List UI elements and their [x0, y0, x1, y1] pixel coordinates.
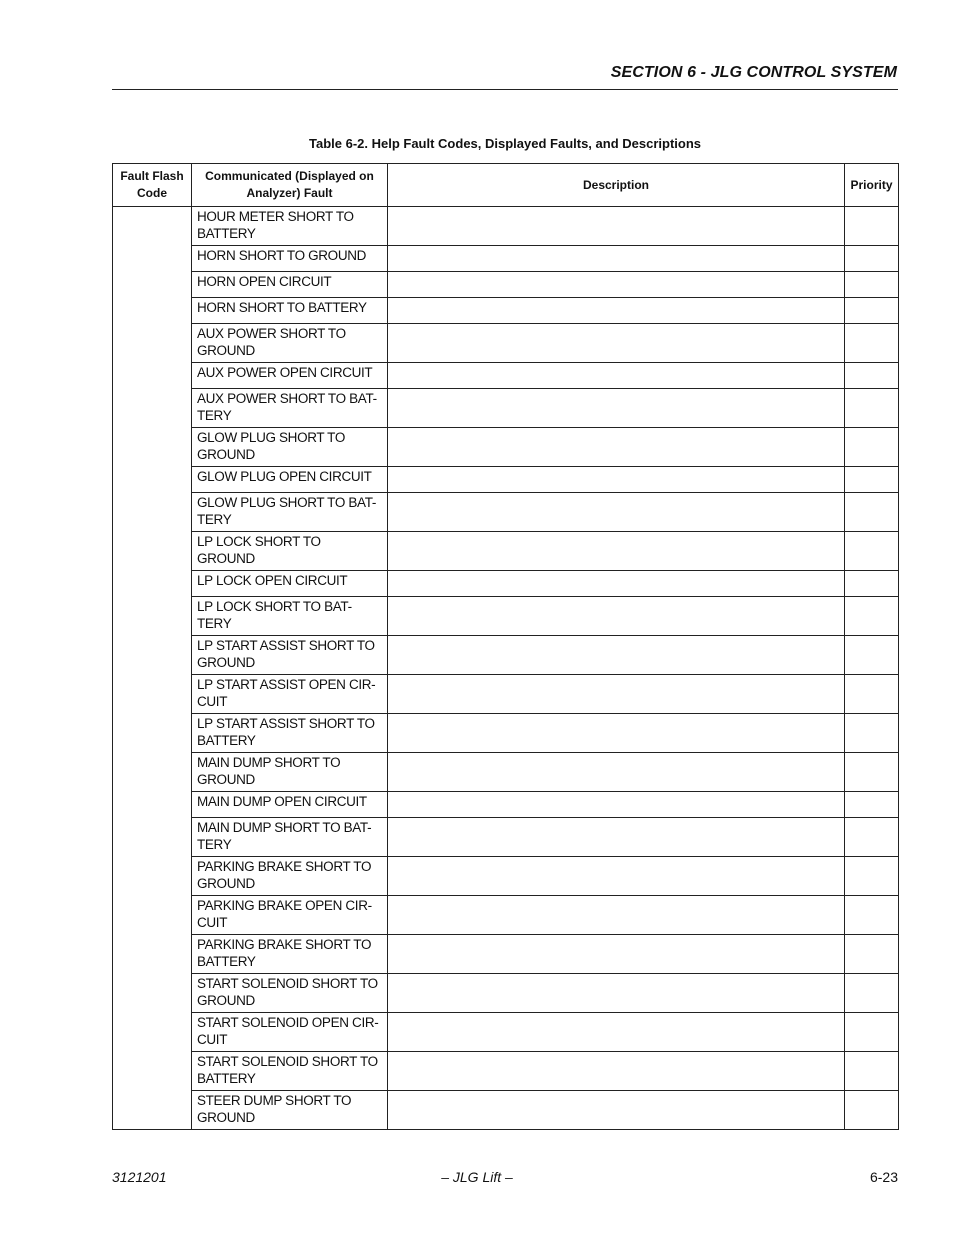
description-cell — [388, 493, 845, 532]
header-rule — [112, 89, 898, 90]
fault-name-line: TERY — [197, 408, 232, 423]
priority-cell — [845, 428, 899, 467]
description-cell — [388, 298, 845, 324]
table-row — [113, 753, 899, 792]
footer-brand: – JLG Lift – — [441, 1169, 513, 1185]
col-header-communicated-fault — [192, 164, 388, 207]
col-header-fault-flash-code — [113, 164, 192, 207]
description-cell — [388, 896, 845, 935]
fault-name-line: GLOW PLUG SHORT TO BAT- — [197, 495, 376, 510]
table-row — [113, 597, 899, 636]
fault-name-line: HORN SHORT TO GROUND — [197, 248, 367, 263]
table-row — [113, 935, 899, 974]
priority-cell — [845, 974, 899, 1013]
fault-name-line: START SOLENOID OPEN CIR- — [197, 1015, 379, 1030]
fault-name-line: AUX POWER OPEN CIRCUIT — [197, 365, 373, 380]
fault-name-line: HORN SHORT TO BATTERY — [197, 300, 367, 315]
table-caption: Table 6-2. Help Fault Codes, Displayed Faults, and Descriptions — [308, 136, 701, 151]
priority-cell — [845, 298, 899, 324]
fault-name-line: CUIT — [197, 694, 228, 709]
description-cell — [388, 753, 845, 792]
fault-name-line: TERY — [197, 512, 232, 527]
table-row — [113, 792, 899, 818]
table-row — [113, 1052, 899, 1091]
fault-name-line: LP LOCK OPEN CIRCUIT — [197, 573, 348, 588]
description-cell — [388, 389, 845, 428]
priority-cell — [845, 857, 899, 896]
table-row — [113, 246, 899, 272]
fault-name-line: PARKING BRAKE OPEN CIR- — [197, 898, 372, 913]
fault-name-cell — [192, 935, 388, 974]
fault-name-cell — [192, 792, 388, 818]
fault-name-line: HOUR METER SHORT TO — [197, 209, 354, 224]
fault-name-cell — [192, 675, 388, 714]
description-cell — [388, 857, 845, 896]
fault-name-line: MAIN DUMP SHORT TO — [197, 755, 341, 770]
fault-name-line: CUIT — [197, 915, 228, 930]
table-row — [113, 467, 899, 493]
description-cell — [388, 974, 845, 1013]
priority-cell — [845, 1091, 899, 1130]
description-cell — [388, 324, 845, 363]
fault-name-cell — [192, 246, 388, 272]
table-row — [113, 818, 899, 857]
fault-name-cell — [192, 532, 388, 571]
fault-name-line: LP LOCK SHORT TO — [197, 534, 321, 549]
priority-cell — [845, 597, 899, 636]
priority-cell — [845, 896, 899, 935]
priority-cell — [845, 1052, 899, 1091]
table-row — [113, 1013, 899, 1052]
table-row — [113, 857, 899, 896]
table-body — [113, 207, 899, 1130]
description-cell — [388, 1052, 845, 1091]
fault-name-line: HORN OPEN CIRCUIT — [197, 274, 332, 289]
fault-name-line: START SOLENOID SHORT TO — [197, 1054, 378, 1069]
description-cell — [388, 272, 845, 298]
col-header-fault-text: Communicated (Displayed on Analyzer) Fault — [205, 169, 374, 200]
description-cell — [388, 532, 845, 571]
fault-name-line: GLOW PLUG SHORT TO — [197, 430, 345, 445]
fault-name-cell — [192, 597, 388, 636]
fault-name-cell — [192, 467, 388, 493]
table-row — [113, 298, 899, 324]
col-header-code-text: Fault Flash Code — [120, 169, 184, 200]
description-cell — [388, 428, 845, 467]
fault-name-line: BATTERY — [197, 954, 256, 969]
fault-name-line: PARKING BRAKE SHORT TO — [197, 859, 372, 874]
fault-name-cell — [192, 636, 388, 675]
fault-name-cell — [192, 714, 388, 753]
table-row — [113, 974, 899, 1013]
description-cell — [388, 363, 845, 389]
table-row — [113, 571, 899, 597]
priority-cell — [845, 246, 899, 272]
fault-name-line: AUX POWER SHORT TO BAT- — [197, 391, 377, 406]
footer-doc-number: 3121201 — [112, 1169, 167, 1185]
fault-name-cell — [192, 1052, 388, 1091]
table-row — [113, 272, 899, 298]
fault-flash-code-cell — [113, 207, 192, 1130]
col-header-priority: Priority — [845, 164, 899, 207]
fault-name-line: GROUND — [197, 993, 255, 1008]
fault-name-cell — [192, 857, 388, 896]
fault-name-cell — [192, 207, 388, 246]
priority-cell — [845, 1013, 899, 1052]
table-row — [113, 714, 899, 753]
table-row — [113, 207, 899, 246]
fault-name-line: GROUND — [197, 772, 255, 787]
description-cell — [388, 246, 845, 272]
description-cell — [388, 675, 845, 714]
fault-name-line: GROUND — [197, 551, 255, 566]
fault-name-line: TERY — [197, 837, 232, 852]
fault-name-line: LP START ASSIST SHORT TO — [197, 638, 375, 653]
table-row — [113, 675, 899, 714]
fault-name-line: GROUND — [197, 1110, 255, 1125]
priority-cell — [845, 324, 899, 363]
fault-name-line: STEER DUMP SHORT TO — [197, 1093, 352, 1108]
section-title: SECTION 6 - JLG CONTROL SYSTEM — [610, 64, 897, 81]
description-cell — [388, 818, 845, 857]
table-row — [113, 636, 899, 675]
fault-name-cell — [192, 974, 388, 1013]
description-cell — [388, 1013, 845, 1052]
fault-name-cell — [192, 1013, 388, 1052]
priority-cell — [845, 207, 899, 246]
priority-cell — [845, 272, 899, 298]
description-cell — [388, 467, 845, 493]
fault-name-line: BATTERY — [197, 226, 256, 241]
fault-name-cell — [192, 1091, 388, 1130]
priority-cell — [845, 467, 899, 493]
description-cell — [388, 597, 845, 636]
fault-name-cell — [192, 389, 388, 428]
priority-cell — [845, 571, 899, 597]
fault-name-line: START SOLENOID SHORT TO — [197, 976, 378, 991]
priority-cell — [845, 675, 899, 714]
fault-name-line: GROUND — [197, 343, 255, 358]
fault-name-cell — [192, 363, 388, 389]
fault-name-line: GROUND — [197, 655, 255, 670]
fault-name-line: LP START ASSIST OPEN CIR- — [197, 677, 376, 692]
fault-name-cell — [192, 428, 388, 467]
description-cell — [388, 1091, 845, 1130]
priority-cell — [845, 753, 899, 792]
table-row — [113, 389, 899, 428]
description-cell — [388, 207, 845, 246]
description-cell — [388, 935, 845, 974]
fault-name-line: GROUND — [197, 876, 255, 891]
fault-name-line: GROUND — [197, 447, 255, 462]
fault-name-line: BATTERY — [197, 1071, 256, 1086]
description-cell — [388, 714, 845, 753]
fault-name-line: AUX POWER SHORT TO — [197, 326, 346, 341]
table-row — [113, 896, 899, 935]
fault-name-line: GLOW PLUG OPEN CIRCUIT — [197, 469, 372, 484]
priority-cell — [845, 714, 899, 753]
fault-name-line: CUIT — [197, 1032, 228, 1047]
fault-name-cell — [192, 753, 388, 792]
fault-name-cell — [192, 818, 388, 857]
fault-name-cell — [192, 324, 388, 363]
fault-name-cell — [192, 298, 388, 324]
fault-name-line: BATTERY — [197, 733, 256, 748]
description-cell — [388, 571, 845, 597]
fault-name-line: LP START ASSIST SHORT TO — [197, 716, 375, 731]
fault-name-line: PARKING BRAKE SHORT TO — [197, 937, 372, 952]
fault-codes-table — [112, 163, 899, 1130]
fault-name-line: MAIN DUMP SHORT TO BAT- — [197, 820, 372, 835]
table-header-row — [113, 164, 899, 207]
priority-cell — [845, 363, 899, 389]
priority-cell — [845, 532, 899, 571]
description-cell — [388, 792, 845, 818]
footer-page-number: 6-23 — [869, 1169, 898, 1185]
priority-cell — [845, 636, 899, 675]
table-row — [113, 532, 899, 571]
fault-name-cell — [192, 896, 388, 935]
table-row — [113, 493, 899, 532]
priority-cell — [845, 493, 899, 532]
priority-cell — [845, 818, 899, 857]
fault-name-cell — [192, 571, 388, 597]
fault-name-cell — [192, 493, 388, 532]
table-row — [113, 363, 899, 389]
col-header-description: Description — [388, 164, 845, 207]
table-row — [113, 428, 899, 467]
fault-name-line: MAIN DUMP OPEN CIRCUIT — [197, 794, 367, 809]
table-row — [113, 1091, 899, 1130]
description-cell — [388, 636, 845, 675]
fault-name-line: TERY — [197, 616, 232, 631]
priority-cell — [845, 935, 899, 974]
fault-name-cell — [192, 272, 388, 298]
priority-cell — [845, 792, 899, 818]
priority-cell — [845, 389, 899, 428]
table-row — [113, 324, 899, 363]
fault-name-line: LP LOCK SHORT TO BAT- — [197, 599, 352, 614]
